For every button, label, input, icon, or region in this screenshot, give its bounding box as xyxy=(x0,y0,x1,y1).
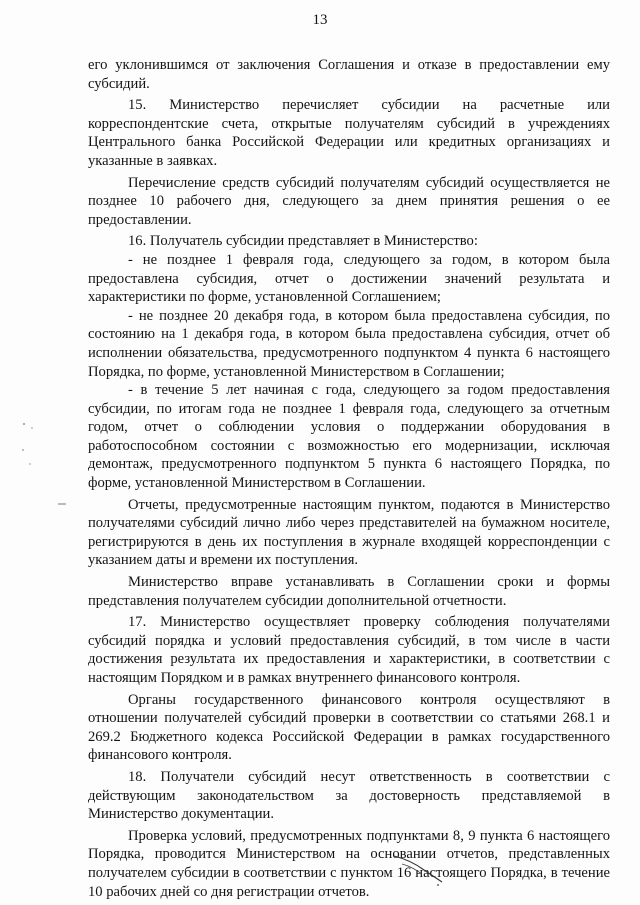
paragraph-item-17: 17. Министерство осуществляет проверку соблюдения получателями субсидий порядка и условий предоставления субсидий, в том числе в части достижения результата их предоставления и характеристики, в соответствии с настоящим Порядком и в рамках внутреннего финансового контроля. xyxy=(88,614,610,686)
paragraph-continuation: его уклонившимся от заключения Соглашения и отказе в предоставлении ему субсидий. xyxy=(88,57,610,92)
document-body xyxy=(88,56,610,904)
list-item-report-result: - не позднее 1 февраля года, следующего за годом, в котором была предоставлена субсидия, отчет о достижении значений результата и характеристики по форме, установленной Соглашением; xyxy=(88,251,610,306)
paragraph-item-16: 16. Получатель субсидии представляет в Министерство: xyxy=(128,233,478,250)
paragraph-additional-reporting: Министерство вправе устанавливать в Соглашении сроки и формы представления получателем субсидии дополнительной отчетности. xyxy=(88,574,610,609)
paragraph-transfer-deadline: Перечисление средств субсидий получателям субсидий осуществляется не позднее 10 рабочего дня, следующего за днем принятия решения о ее предоставлении. xyxy=(88,174,610,228)
pen-mark xyxy=(392,852,452,888)
list-item-report-equipment: - в течение 5 лет начиная с года, следующего за годом предоставления субсидии, по итогам года не позднее 1 февраля года, следующего за отчетным годом, отчет о соблюдении условия о поддержании оборудования в работоспособном состоянии с возможностью его модернизации, исключая демонтаж, предусмотренного подпунктом 5 пункта 6 настоящего Порядка, по форме, установленной Министерством в Соглашении. xyxy=(88,382,610,492)
margin-marks xyxy=(20,420,70,510)
paragraph-financial-control: Органы государственного финансового контроля осуществляют в отношении получателей субсидий проверки в соответствии со статьями 268.1 и 269.2 Бюджетного кодекса Российской Федерации в рамках государственного финансового контроля. xyxy=(88,691,610,764)
list-item-report-obligation: - не позднее 20 декабря года, в котором была предоставлена субсидия, по состоянию на 1 декабря года, в котором была предоставлена субсидия, отчет об исполнении обязательства, предусмотренного подпунктом 4 пункта 6 настоящего Порядка, по форме, установленной Министерством в Соглашении; xyxy=(88,307,610,380)
paragraph-verification: Проверка условий, предусмотренных подпунктами 8, 9 пункта 6 настоящего Порядка, проводится Министерством на основании отчетов, представленных получателем субсидии в соответствии с пунктом 16 настоящего Порядка, в течение 10 рабочих дней со дня регистрации отчетов. xyxy=(88,827,610,900)
paragraph-item-18: 18. Получатели субсидий несут ответственность в соответствии с действующим законодательством за достоверность представляемой в Министерство документации. xyxy=(88,768,610,823)
page-number: 13 xyxy=(312,12,328,28)
paragraph-item-15: 15. Министерство перечисляет субсидии на расчетные или корреспондентские счета, открытые получателям субсидий в учреждениях Центрального банка Российской Федерации или кредитных организациях и указанные в заявках. xyxy=(88,97,610,169)
paragraph-reports-submission: Отчеты, предусмотренные настоящим пунктом, подаются в Министерство получателями субсидий лично либо через представителей на бумажном носителе, регистрируются в день их поступления в журнале входящей корреспонденции с указанием даты и времени их поступления. xyxy=(88,496,610,569)
